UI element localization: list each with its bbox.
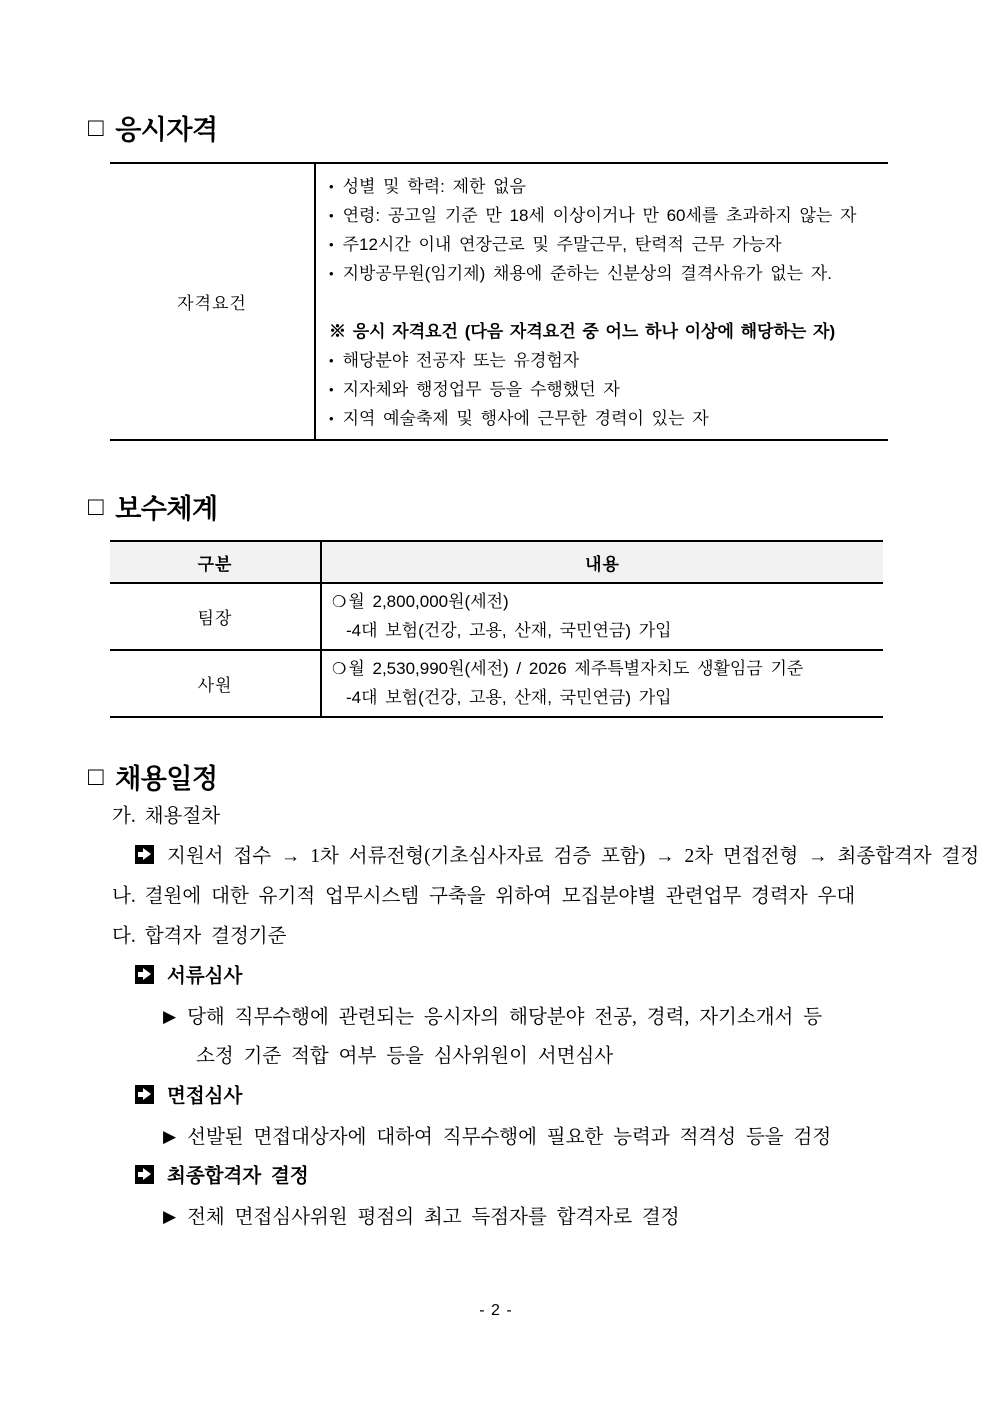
schedule-item-da — [0, 917, 992, 957]
item-label: 나. — [112, 886, 136, 907]
eligibility-item-text: 주12시간 이내 연장근로 및 주말근무, 탄력적 근무 가능자 — [342, 235, 782, 254]
arrow-box-icon — [135, 965, 154, 984]
item-text: 채용절차 — [144, 806, 221, 827]
square-marker-icon: □ — [88, 490, 104, 521]
item-text: 합격자 결정기준 — [144, 926, 287, 947]
eligibility-item-text: 성별 및 학력: 제한 없음 — [342, 177, 526, 196]
dot-bullet-icon: • — [329, 179, 334, 194]
pay-line: -4대 보험(건강, 고용, 산재, 국민연금) 가입 — [346, 688, 672, 707]
dot-bullet-icon: • — [329, 353, 334, 368]
criterion-heading-text: 서류심사 — [167, 966, 243, 987]
eligibility-note-title: ※ 응시 자격요건 (다음 자격요건 중 어느 하나 이상에 해당하는 자) — [329, 322, 836, 341]
procedure-text: 지원서 접수 → 1차 서류전형(기초심사자료 검증 포함) → 2차 면접전형 → 최종합격자 결정 — [167, 846, 980, 867]
pay-row-label: 사원 — [110, 650, 321, 717]
pay-line-text: 월 2,530,990원(세전) / 2026 제주특별자치도 생활임금 기준 — [348, 659, 804, 678]
list-item — [329, 172, 880, 201]
eligibility-note-item-text: 해당분야 전공자 또는 유경험자 — [342, 351, 580, 370]
eligibility-table — [110, 162, 888, 441]
criterion-detail-text: 전체 면접심사위원 평점의 최고 득점자를 합격자로 결정 — [187, 1207, 680, 1228]
schedule-procedure-line — [0, 837, 992, 877]
item-text: 결원에 대한 유기적 업무시스템 구축을 위하여 모집분야별 관련업무 경력자 우대 — [144, 886, 856, 907]
table-header-row — [110, 541, 883, 583]
table-row — [110, 163, 888, 440]
criterion-heading-interview-review — [0, 1077, 992, 1117]
dot-bullet-icon: • — [329, 237, 334, 252]
criterion-heading-document-review — [0, 957, 992, 997]
table-row — [110, 583, 883, 650]
section-title-schedule — [88, 757, 218, 796]
pay-line-text: 월 2,800,000원(세전) — [348, 592, 509, 611]
section-title-text: 채용일정 — [115, 764, 218, 794]
pay-column-header: 구분 — [110, 541, 321, 583]
eligibility-note-item-text: 지역 예술축제 및 행사에 근무한 경력이 있는 자 — [342, 409, 709, 428]
item-label: 다. — [112, 926, 136, 947]
item-label: 가. — [112, 806, 136, 827]
pay-table — [110, 540, 883, 718]
eligibility-item-text: 지방공무원(임기제) 채용에 준하는 신분상의 결격사유가 없는 자. — [342, 264, 832, 283]
arrow-box-icon — [135, 1165, 154, 1184]
schedule-section-body — [0, 797, 992, 1237]
pay-row-label: 팀장 — [110, 583, 321, 650]
list-item — [329, 375, 880, 404]
criterion-detail — [0, 1117, 992, 1157]
criterion-heading-text: 최종합격자 결정 — [167, 1166, 309, 1187]
square-marker-icon: □ — [88, 111, 104, 142]
table-row — [110, 650, 883, 717]
list-item — [329, 259, 880, 288]
list-item — [329, 346, 880, 375]
criterion-detail-text: 선발된 면접대상자에 대하여 직무수행에 필요한 능력과 적격성 등을 검정 — [187, 1127, 832, 1148]
triangle-bullet-icon: ▶ — [163, 1207, 177, 1227]
section-title-eligibility — [88, 108, 218, 147]
section-title-text: 보수체계 — [115, 494, 218, 524]
triangle-bullet-icon: ▶ — [163, 1127, 177, 1147]
square-marker-icon: □ — [88, 760, 104, 791]
pay-line — [332, 588, 877, 617]
schedule-item-ga — [0, 797, 992, 837]
page-number: - 2 - — [479, 1302, 513, 1319]
list-item — [329, 201, 880, 230]
dot-bullet-icon: • — [329, 208, 334, 223]
circle-bullet-icon: ❍ — [332, 661, 347, 678]
criterion-detail — [0, 997, 992, 1037]
criterion-heading-text: 면접심사 — [167, 1086, 243, 1107]
pay-row-content — [321, 583, 883, 650]
spacer — [329, 288, 880, 317]
list-item — [329, 230, 880, 259]
schedule-item-na — [0, 877, 992, 917]
criterion-detail-text: 당해 직무수행에 관련되는 응시자의 해당분야 전공, 경력, 자기소개서 등 — [187, 1007, 823, 1028]
eligibility-content-cell — [315, 163, 888, 440]
pay-line: -4대 보험(건강, 고용, 산재, 국민연금) 가입 — [346, 621, 672, 640]
criterion-heading-final-decision — [0, 1157, 992, 1197]
triangle-bullet-icon: ▶ — [163, 1007, 177, 1027]
dot-bullet-icon: • — [329, 266, 334, 281]
dot-bullet-icon: • — [329, 382, 334, 397]
eligibility-item-text: 연령: 공고일 기준 만 18세 이상이거나 만 60세를 초과하지 않는 자 — [342, 206, 857, 225]
eligibility-row-header: 자격요건 — [110, 163, 315, 440]
criterion-detail — [0, 1197, 992, 1237]
arrow-box-icon — [135, 1085, 154, 1104]
pay-line — [332, 655, 877, 684]
pay-row-content — [321, 650, 883, 717]
criterion-detail-continuation: 소정 기준 적합 여부 등을 심사위원이 서면심사 — [196, 1046, 614, 1067]
list-item — [329, 404, 880, 433]
pay-column-header: 내용 — [321, 541, 883, 583]
dot-bullet-icon: • — [329, 411, 334, 426]
arrow-box-icon — [135, 845, 154, 864]
eligibility-note-item-text: 지자체와 행정업무 등을 수행했던 자 — [342, 380, 620, 399]
circle-bullet-icon: ❍ — [332, 594, 347, 611]
section-title-text: 응시자격 — [115, 115, 218, 145]
section-title-pay — [88, 487, 218, 526]
